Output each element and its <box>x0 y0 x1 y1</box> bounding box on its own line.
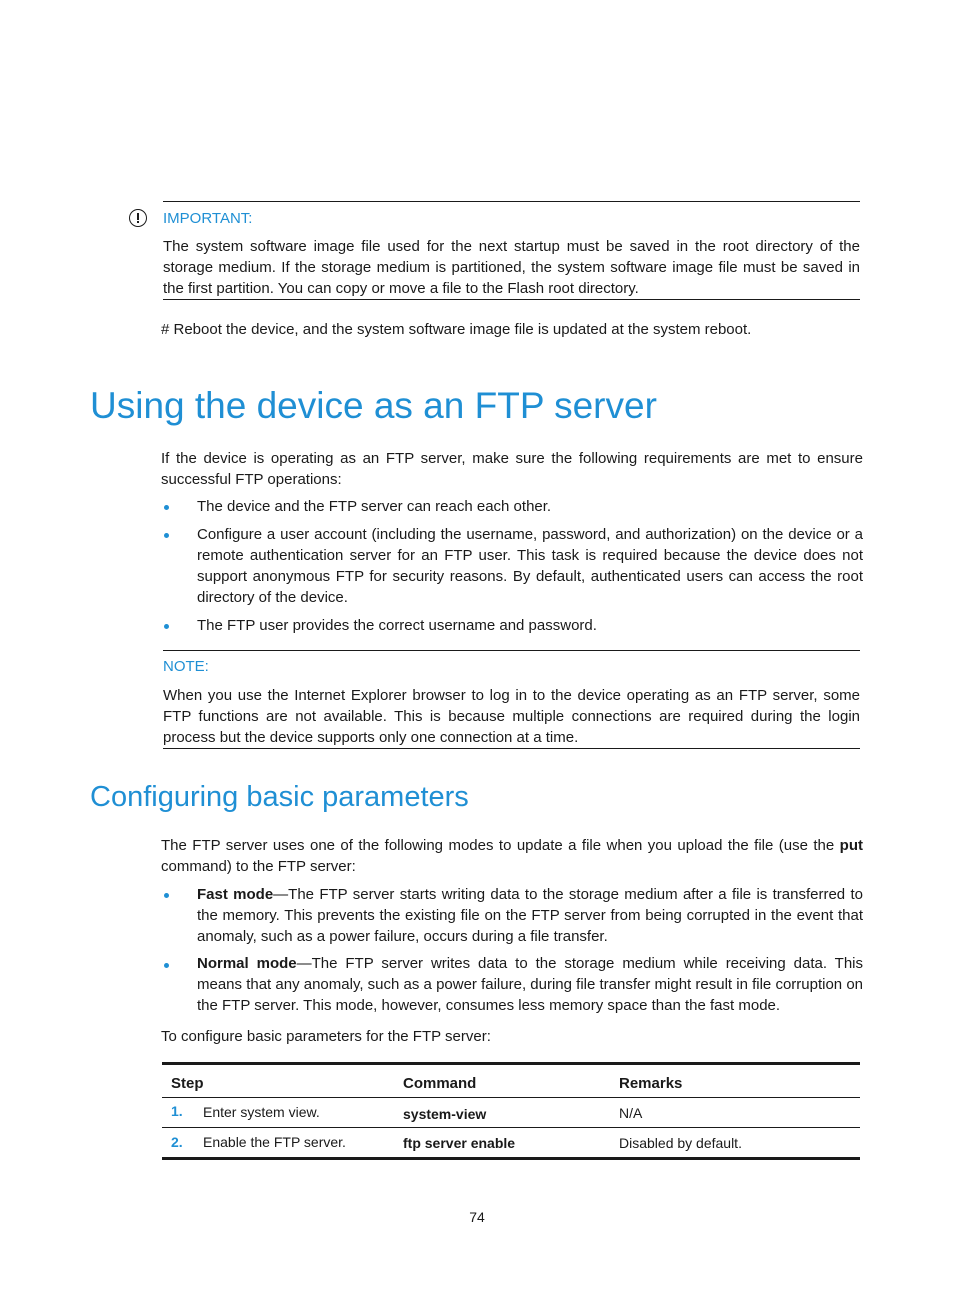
config-table <box>162 1062 860 1160</box>
note-top-rule <box>163 650 860 651</box>
step-number: 1. <box>171 1103 183 1119</box>
important-bottom-rule <box>163 299 860 300</box>
term: Normal mode <box>197 955 297 972</box>
table-row <box>162 1098 860 1128</box>
important-top-rule <box>163 201 860 202</box>
col-header-remarks: Remarks <box>619 1075 683 1092</box>
command-text: ftp server enable <box>403 1135 516 1151</box>
bullet-marker <box>164 963 169 968</box>
term-description: —The FTP server starts writing data to the storage medium after a file is transferred to the memory. This prevents the existing file on the FTP server from being corrupted in the event that anomaly, such as a power failure, occurs during a file transfer. <box>197 886 863 945</box>
term: Fast mode <box>197 886 274 903</box>
note-bottom-rule <box>163 748 860 749</box>
col-header-command: Command <box>403 1075 477 1092</box>
warning-icon <box>129 209 147 227</box>
section2-intro <box>161 835 863 877</box>
step-number: 2. <box>171 1134 183 1150</box>
reboot-text: # Reboot the device, and the system software image file is updated at the system reboot. <box>161 321 752 338</box>
note-text: When you use the Internet Explorer browser to log in to the device operating as an FTP server, some FTP functions are not available. This is because multiple connections are required during the login process but the device supports only one connection at a time. <box>163 687 860 746</box>
page-number: 74 <box>469 1209 485 1225</box>
list-item: Configure a user account (including the username, password, and authorization) on the device or a remote authentication server for an FTP user. This task is required because the device does not support anonymous FTP for security reasons. By default, authenticated users can access the root directory of the device. <box>197 526 863 606</box>
list-item-fast-mode <box>197 884 863 947</box>
important-text: The system software image file used for the next startup must be saved in the root directory of the storage medium. If the storage medium is partitioned, the system software image file must be saved in the first partition. You can copy or move a file to the Flash root directory. <box>163 238 860 297</box>
term-description: —The FTP server writes data to the storage medium while receiving data. This means that any anomaly, such as a power failure, during file transfer might result in file corruption on the FTP server. This mode, however, consumes less memory space than the fast mode. <box>197 955 863 1014</box>
table-row <box>162 1128 860 1157</box>
list-item-normal-mode <box>197 953 863 1016</box>
col-header-step: Step <box>171 1075 204 1092</box>
note-label: NOTE: <box>163 658 209 675</box>
important-label: IMPORTANT: <box>163 210 253 227</box>
bullet-marker <box>164 624 169 629</box>
put-command: put <box>839 837 863 854</box>
intro-text: The FTP server uses one of the following modes to update a file when you upload the file (use the <box>161 837 840 854</box>
bullet-marker <box>164 893 169 898</box>
remarks-text: Disabled by default. <box>619 1135 742 1151</box>
section-title-ftp-server: Using the device as an FTP server <box>90 385 657 426</box>
intro-text: command) to the FTP server: <box>161 858 356 875</box>
table-header-row <box>162 1065 860 1098</box>
section1-intro: If the device is operating as an FTP server, make sure the following requirements are met to ensure successful FTP operations: <box>161 450 863 488</box>
list-item: The FTP user provides the correct username and password. <box>197 617 597 634</box>
table-intro: To configure basic parameters for the FTP server: <box>161 1028 491 1045</box>
step-description: Enable the FTP server. <box>203 1134 346 1150</box>
command-text: system-view <box>403 1106 487 1122</box>
list-item: The device and the FTP server can reach each other. <box>197 498 552 515</box>
bullet-marker <box>164 533 169 538</box>
section-title-basic-parameters: Configuring basic parameters <box>90 781 469 813</box>
remarks-text: N/A <box>619 1105 643 1121</box>
bullet-marker <box>164 505 169 510</box>
step-description: Enter system view. <box>203 1104 320 1120</box>
